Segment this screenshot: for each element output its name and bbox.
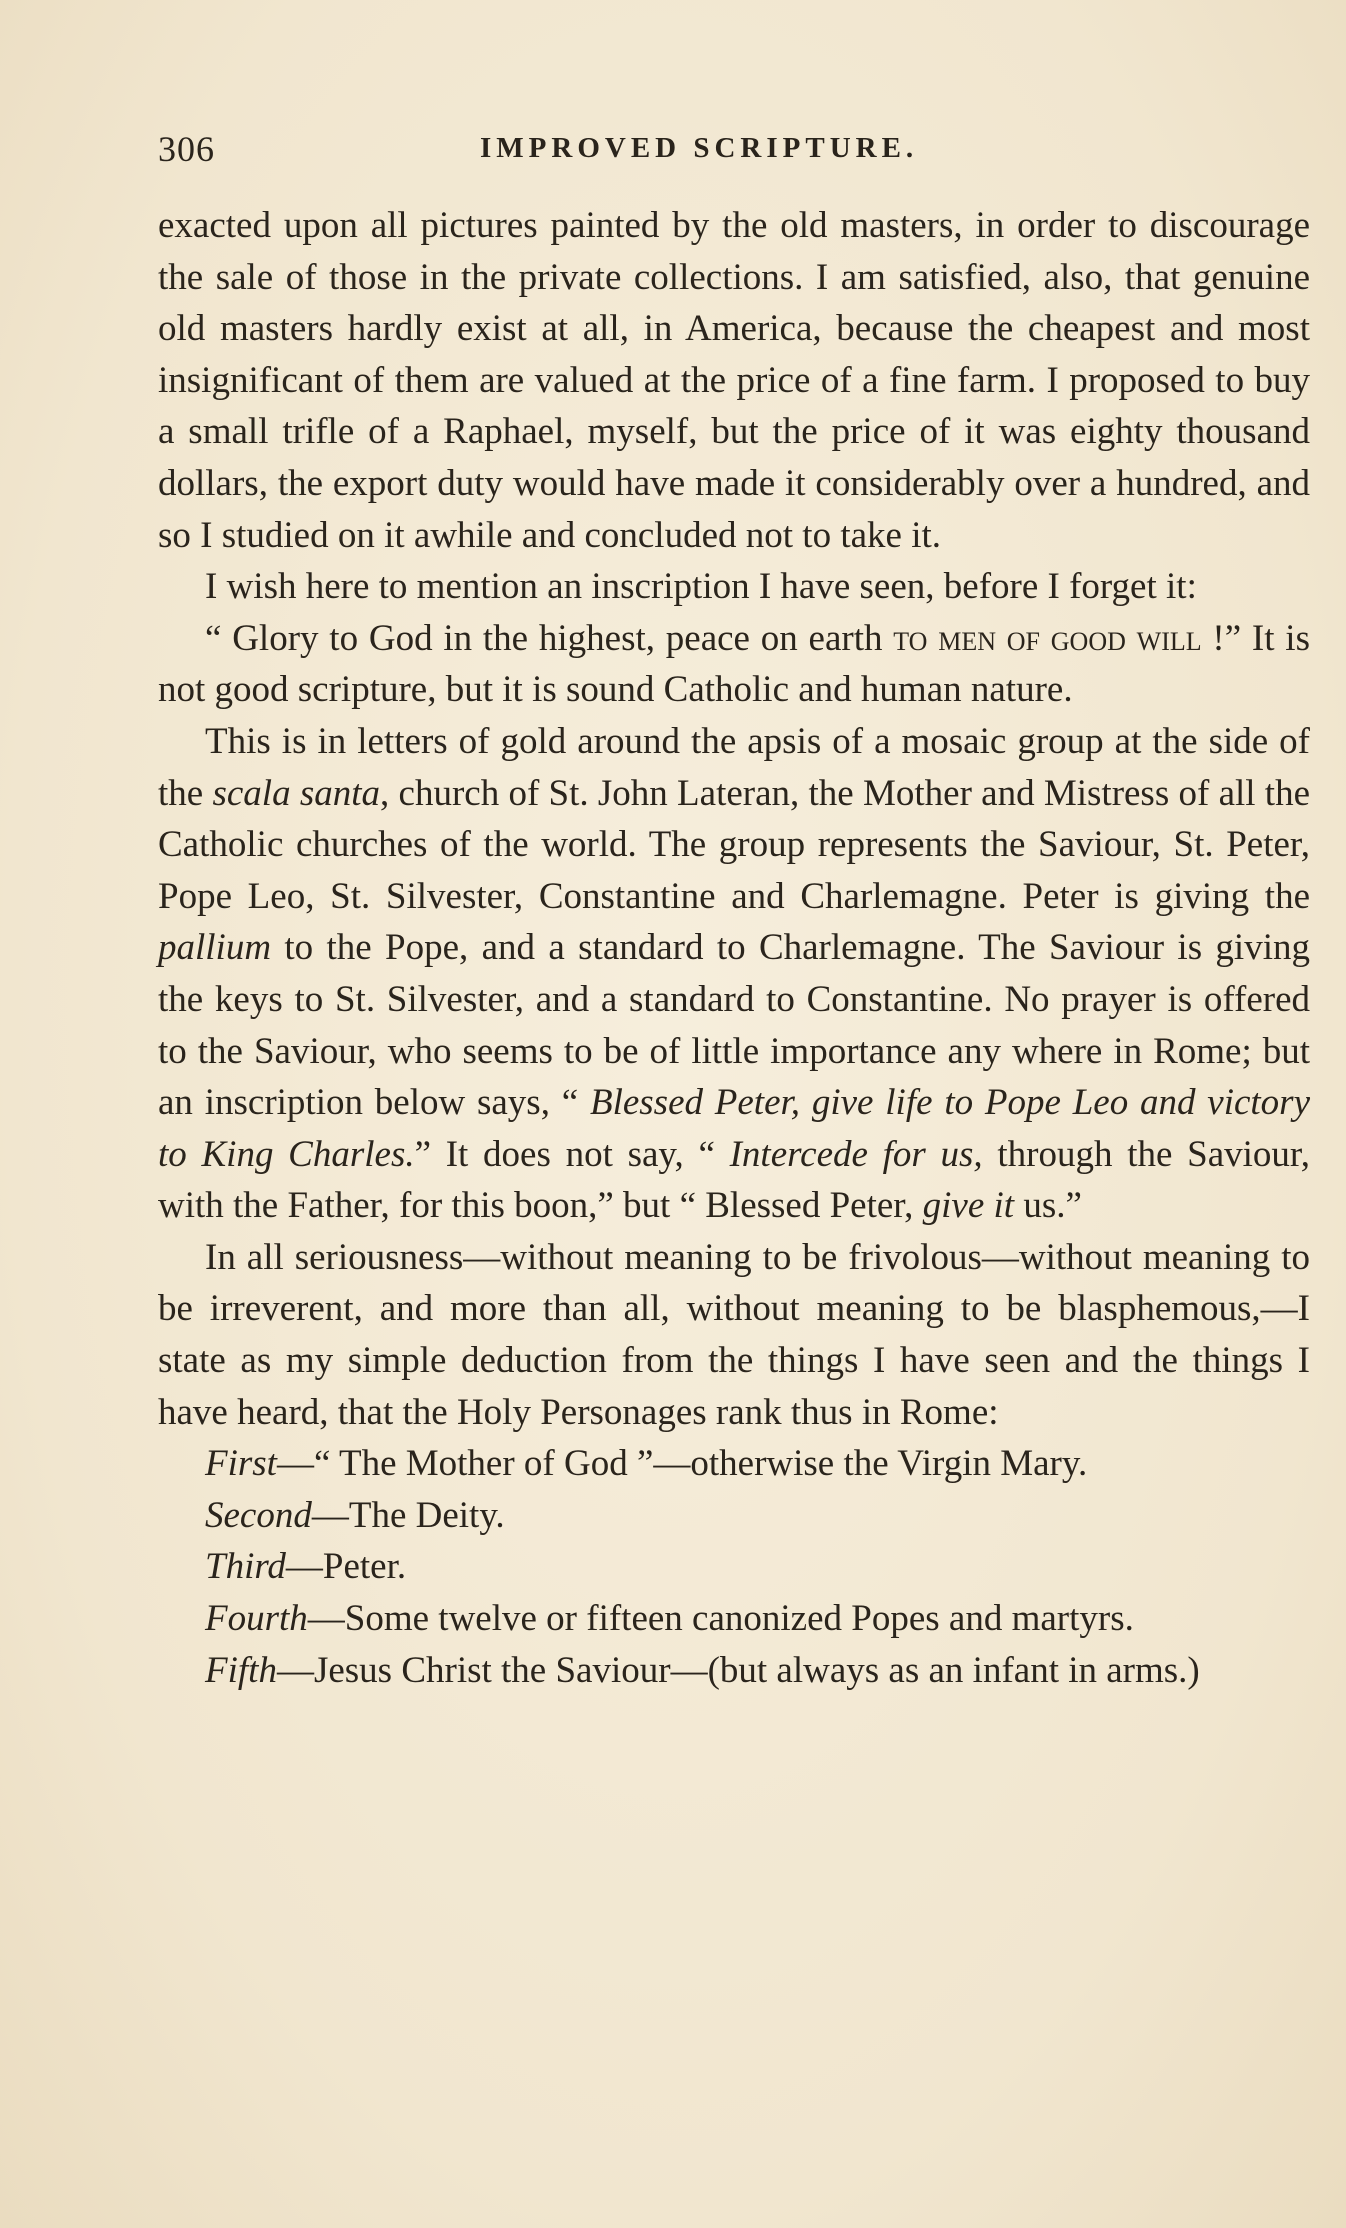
paragraph-3-inscription xyxy=(158,613,1310,716)
italic-run: Blessed Peter, give life to Pope Leo and victory to King Charles. xyxy=(158,1082,1311,1175)
ranking-text: —Some twelve or fifteen canonized Popes and martyrs. xyxy=(307,1598,1134,1640)
paragraph-1: exacted upon all pictures painted by the old masters, in order to discourage the sale of those in the private collections. I am satisfied, also, that genuine old masters hardly exist at all, in America, because the cheapest and most insignificant of them are valued at the price of a fine farm. I proposed to buy a small trifle of a Raphael, myself, but the price of it was eighty thousand dollars, the export duty would have made it considerably over a hundred, and so I studied on it awhile and concluded not to take it. xyxy=(158,205,1310,556)
ranking-item-fourth xyxy=(158,1593,1310,1645)
ranking-text: —“ The Mother of God ”—otherwise the Virgin Mary. xyxy=(276,1443,1088,1485)
page-header xyxy=(158,128,1308,178)
text-run: , church of St. John Lateran, the Mother and Mistress of all the Catholic churches of the world. The group represents the Saviour, St. Peter, Pope Leo, St. Silvester, Constantine and Charlemagne. Peter is giving the xyxy=(158,772,1311,917)
ranking-text: —Jesus Christ the Saviour—(but always as an infant in arms.) xyxy=(276,1649,1200,1691)
body-text xyxy=(158,200,1310,1696)
ranking-item-third xyxy=(158,1541,1310,1593)
running-title: IMPROVED SCRIPTURE. xyxy=(480,132,919,164)
ranking-ordinal: Fourth xyxy=(205,1598,308,1640)
italic-run: pallium xyxy=(158,927,272,969)
ranking-item-second xyxy=(158,1490,1310,1542)
ranking-item-fifth xyxy=(158,1645,1310,1697)
inscription-small-caps: to men of good will xyxy=(893,617,1202,659)
text-run: This is in letters of gold around the apsis of a mosaic group at the side of the xyxy=(158,720,1310,814)
italic-run: scala santa xyxy=(212,772,381,814)
inscription-text: “ Glory to God in the highest, peace on earth xyxy=(205,617,894,659)
ranking-ordinal: First xyxy=(205,1443,277,1485)
text-run: through the Saviour, with the Father, for this boon,” but “ Blessed Peter, xyxy=(158,1133,1310,1227)
text-run: us.” xyxy=(1014,1185,1082,1227)
paragraph-2: I wish here to mention an inscription I have seen, before I forget it: xyxy=(205,566,1197,608)
inscription-comment: !” It is not good scripture, but it is sound Catholic and human nature. xyxy=(158,617,1310,711)
ranking-text: —Peter. xyxy=(285,1546,407,1588)
paragraph-5: In all seriousness—without meaning to be frivolous—without meaning to be irreverent, and more than all, without meaning to be blasphemous,—I state as my simple deduction from the things I have seen and the things I have heard, that the Holy Personages rank thus in Rome: xyxy=(158,1236,1310,1433)
ranking-item-first xyxy=(158,1438,1310,1490)
italic-run: give it xyxy=(922,1185,1015,1227)
page-number: 306 xyxy=(158,129,215,169)
ranking-ordinal: Fifth xyxy=(205,1649,277,1691)
ranking-ordinal: Second xyxy=(205,1494,312,1536)
paragraph-4-mosaic xyxy=(158,716,1310,1232)
italic-run: Intercede for us, xyxy=(729,1133,983,1175)
ranking-list xyxy=(158,1438,1310,1696)
text-run: ” It does not say, “ xyxy=(414,1133,730,1175)
ranking-ordinal: Third xyxy=(205,1546,286,1588)
ranking-text: —The Deity. xyxy=(311,1494,505,1536)
text-run: to the Pope, and a standard to Charlemagne. The Saviour is giving the keys to St. Silvester, and a standard to Constantine. No prayer is offered to the Saviour, who seems to be of little importance any where in Rome; but an inscription below says, “ xyxy=(158,927,1310,1124)
